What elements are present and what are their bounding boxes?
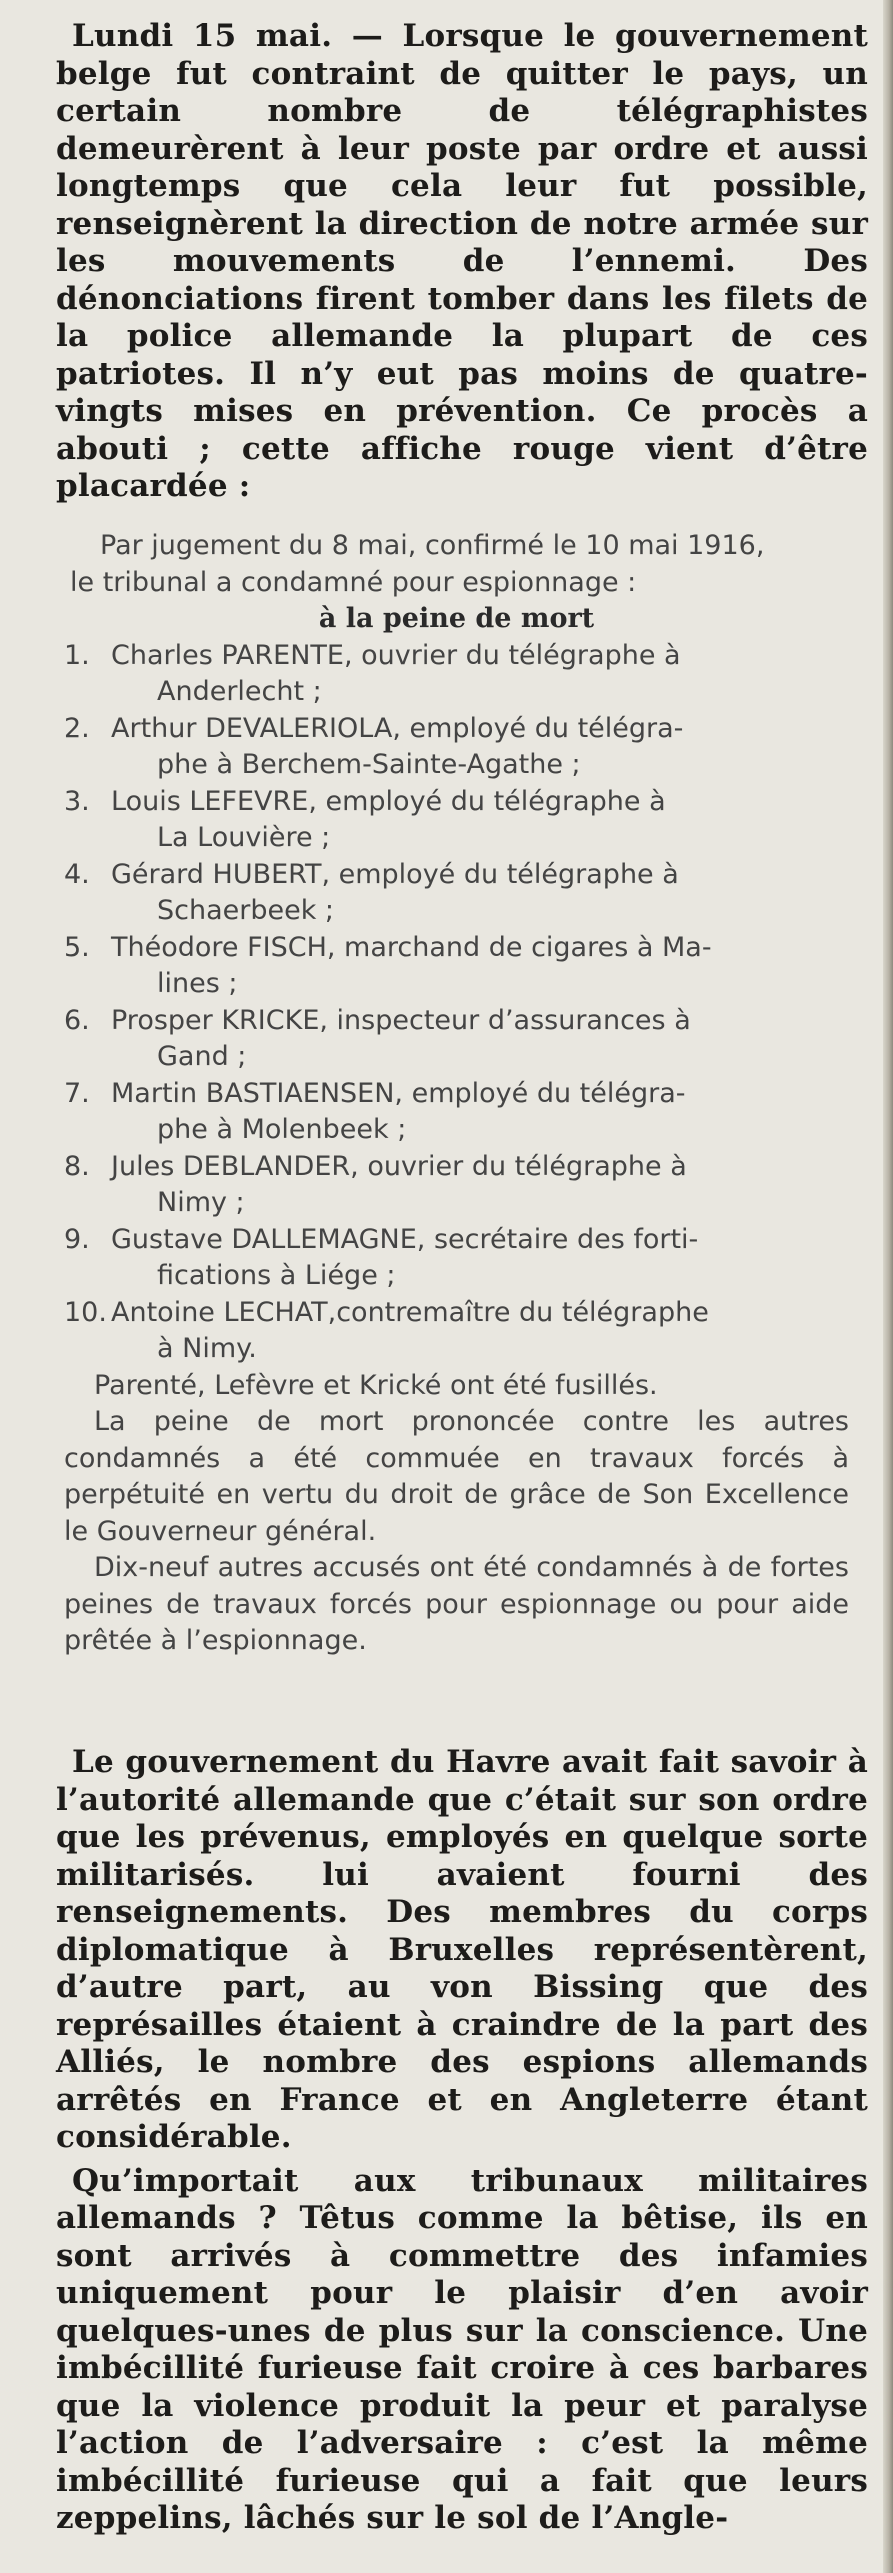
affiche-rouge	[64, 528, 849, 1660]
list-item: 5. Théodore FISCH, marchand de cigares à Ma- lines ;	[64, 931, 712, 999]
list-item: 6. Prosper KRICKE, inspecteur d’assurances à Gand ;	[64, 1004, 691, 1072]
list-item: 8. Jules DEBLANDER, ouvrier du télégraphe à Nimy ;	[64, 1150, 687, 1218]
entry-date: Lundi 15 mai.	[72, 18, 333, 54]
commutation-note: La peine de mort prononcée contre les autres condamnés a été commuée en travaux forcés à perpétuité en vertu du droit de grâce de Son Excellence le Gouverneur général.	[64, 1406, 849, 1547]
tribunal-line: le tribunal a condamné pour espionnage :	[70, 566, 637, 598]
paragraph-tribunaux: Qu’importait aux tribunaux militaires allemands ? Têtus comme la bêtise, ils en sont arrivés à commettre des infamies uniquement pour le plaisir d’en avoir quelques-unes de plus sur la conscience. Une imbécillité furieuse fait croire à ces barbares que la violence produit la peur et paralyse l’action de l’adversaire : c’est la même imbécillité furieuse qui a fait que leurs zeppelins, lâchés sur le sol de l’Angle-	[56, 2162, 868, 2536]
judgment-line: Par jugement du 8 mai, confirmé le 10 mai 1916,	[100, 530, 765, 561]
list-item: 10. Antoine LECHAT,contremaître du télégraphe à Nimy.	[64, 1296, 709, 1364]
intro-paragraph	[56, 18, 868, 506]
list-item: 3. Louis LEFEVRE, employé du télégraphe à La Louvière ;	[64, 785, 666, 853]
other-accused-note: Dix-neuf autres accusés ont été condamnés à de fortes peines de travaux forcés pour espionnage ou pour aide prêtée à l’espionnage.	[64, 1552, 849, 1656]
page-edge	[883, 0, 893, 2573]
condemned-list	[64, 638, 849, 1368]
list-item: 1. Charles PARENTE, ouvrier du télégraphe à Anderlecht ;	[64, 639, 681, 707]
paragraph-havre: Le gouvernement du Havre avait fait savoir à l’autorité allemande que c’était sur son ordre que les prévenus, employés en quelque sorte militarisés. lui avaient fourni des renseignements. Des membres du corps diplomatique à Bruxelles représentèrent, d’autre part, au von Bissing que des représailles étaient à craindre de la part des Alliés, le nombre des espions allemands arrêtés en France et en Angleterre étant considérable.	[56, 1744, 868, 2155]
list-item: 4. Gérard HUBERT, employé du télégraphe à Schaerbeek ;	[64, 858, 679, 926]
sentence-heading: à la peine de mort	[318, 603, 595, 634]
list-item: 9. Gustave DALLEMAGNE, secrétaire des forti- fications à Liége ;	[64, 1223, 699, 1291]
executed-note: Parenté, Lefèvre et Krické ont été fusillés.	[94, 1369, 658, 1401]
body-text	[56, 1744, 868, 2538]
intro-text: Lundi 15 mai. — Lorsque le gouvernement belge fut contraint de quitter le pays, un certain nombre de télégraphistes demeurèrent à leur poste par ordre et aussi longtemps que cela leur fut possible, renseignèrent la direction de notre armée sur les mouvements de l’ennemi. Des dénonciations firent tomber dans les filets de la police allemande la plupart de ces patriotes. Il n’y eut pas moins de quatre-vingts mises en prévention. Ce procès a abouti ; cette affiche rouge vient d’être placardée :	[56, 18, 869, 504]
list-item: 7. Martin BASTIAENSEN, employé du télégra- phe à Molenbeek ;	[64, 1077, 686, 1145]
list-item: 2. Arthur DEVALERIOLA, employé du télégra- phe à Berchem-Sainte-Agathe ;	[64, 712, 684, 780]
